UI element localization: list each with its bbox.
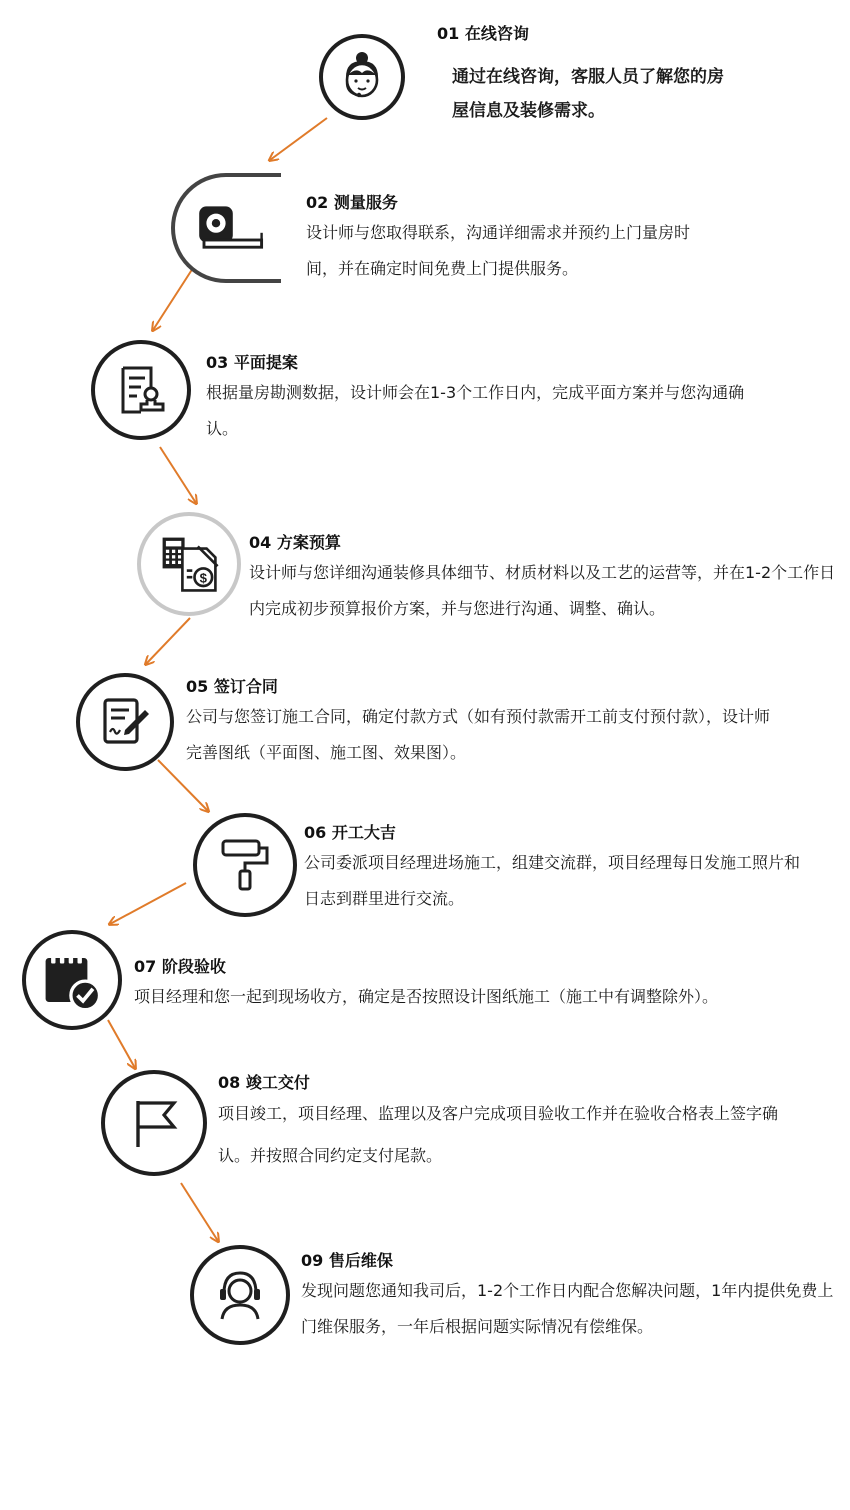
step-02-title: 02 测量服务 [306,193,398,212]
step-03-description: 根据量房勘测数据，设计师会在1-3个工作日内，完成平面方案并与您沟通确认。 [206,383,745,438]
customer-service-girl-icon [332,47,392,107]
document-stamp-icon [111,360,171,420]
step-02-icon-circle [171,173,281,283]
step-03-icon-circle [91,340,191,440]
step-09-description: 发现问题您通知我司后，1-2个工作日内配合您解决问题，1年内提供免费上门维保服务，一年后根据问题实际情况有偿维保。 [301,1281,834,1336]
calendar-check-icon [39,947,105,1013]
step-06-title: 06 开工大吉 [304,823,396,842]
step-05-description: 公司与您签订施工合同，确定付款方式（如有预付款需开工前支付预付款），设计师完善图纸（平面图、施工图、效果图）。 [186,707,771,762]
step-04-title: 04 方案预算 [249,533,341,552]
headset-support-icon [210,1265,270,1325]
step-08-description: 项目竣工，项目经理、监理以及客户完成项目验收工作并在验收合格表上签字确认。并按照合同约定支付尾款。 [218,1104,779,1165]
arrow-01-02 [270,118,327,160]
step-08-icon-circle [101,1070,207,1176]
step-06-description: 公司委派项目经理进场施工，组建交流群，项目经理每日发施工照片和日志到群里进行交流。 [304,853,801,908]
flag-icon [124,1093,184,1153]
svg-text:$: $ [199,570,207,586]
step-01-description: 通过在线咨询，客服人员了解您的房屋信息及装修需求。 [452,67,724,121]
arrow-06-07 [110,883,186,924]
step-08-title: 08 竣工交付 [218,1073,310,1092]
step-09-title: 09 售后维保 [301,1251,393,1270]
step-06-icon-circle [193,813,297,917]
step-07-title: 07 阶段验收 [134,957,226,976]
arrow-08-09 [181,1183,218,1241]
step-03-title: 03 平面提案 [206,353,298,372]
step-02-description: 设计师与您取得联系，沟通详细需求并预约上门量房时间，并在确定时间免费上门提供服务。 [306,223,691,278]
step-05-icon-circle [76,673,174,771]
step-01-icon-circle [319,34,405,120]
step-07-description: 项目经理和您一起到现场收方，确定是否按照设计图纸施工（施工中有调整除外）。 [134,987,719,1006]
arrow-04-05 [146,618,190,664]
step-05-title: 05 签订合同 [186,677,278,696]
tape-measure-icon [192,192,264,264]
step-07-icon-circle [22,930,122,1030]
arrow-03-04 [160,447,196,503]
calculator-budget-icon [156,531,222,597]
arrow-07-08 [108,1020,135,1068]
step-09-icon-circle [190,1245,290,1345]
paint-roller-icon [215,835,275,895]
arrow-02-03 [153,268,193,330]
step-04-icon-circle [137,512,241,616]
step-04-description: 设计师与您详细沟通装修具体细节、材质材料以及工艺的运营等，并在1-2个工作日内完成初步预算报价方案，并与您进行沟通、调整、确认。 [249,563,836,618]
step-01-title: 01 在线咨询 [437,24,529,43]
contract-sign-icon [95,692,155,752]
